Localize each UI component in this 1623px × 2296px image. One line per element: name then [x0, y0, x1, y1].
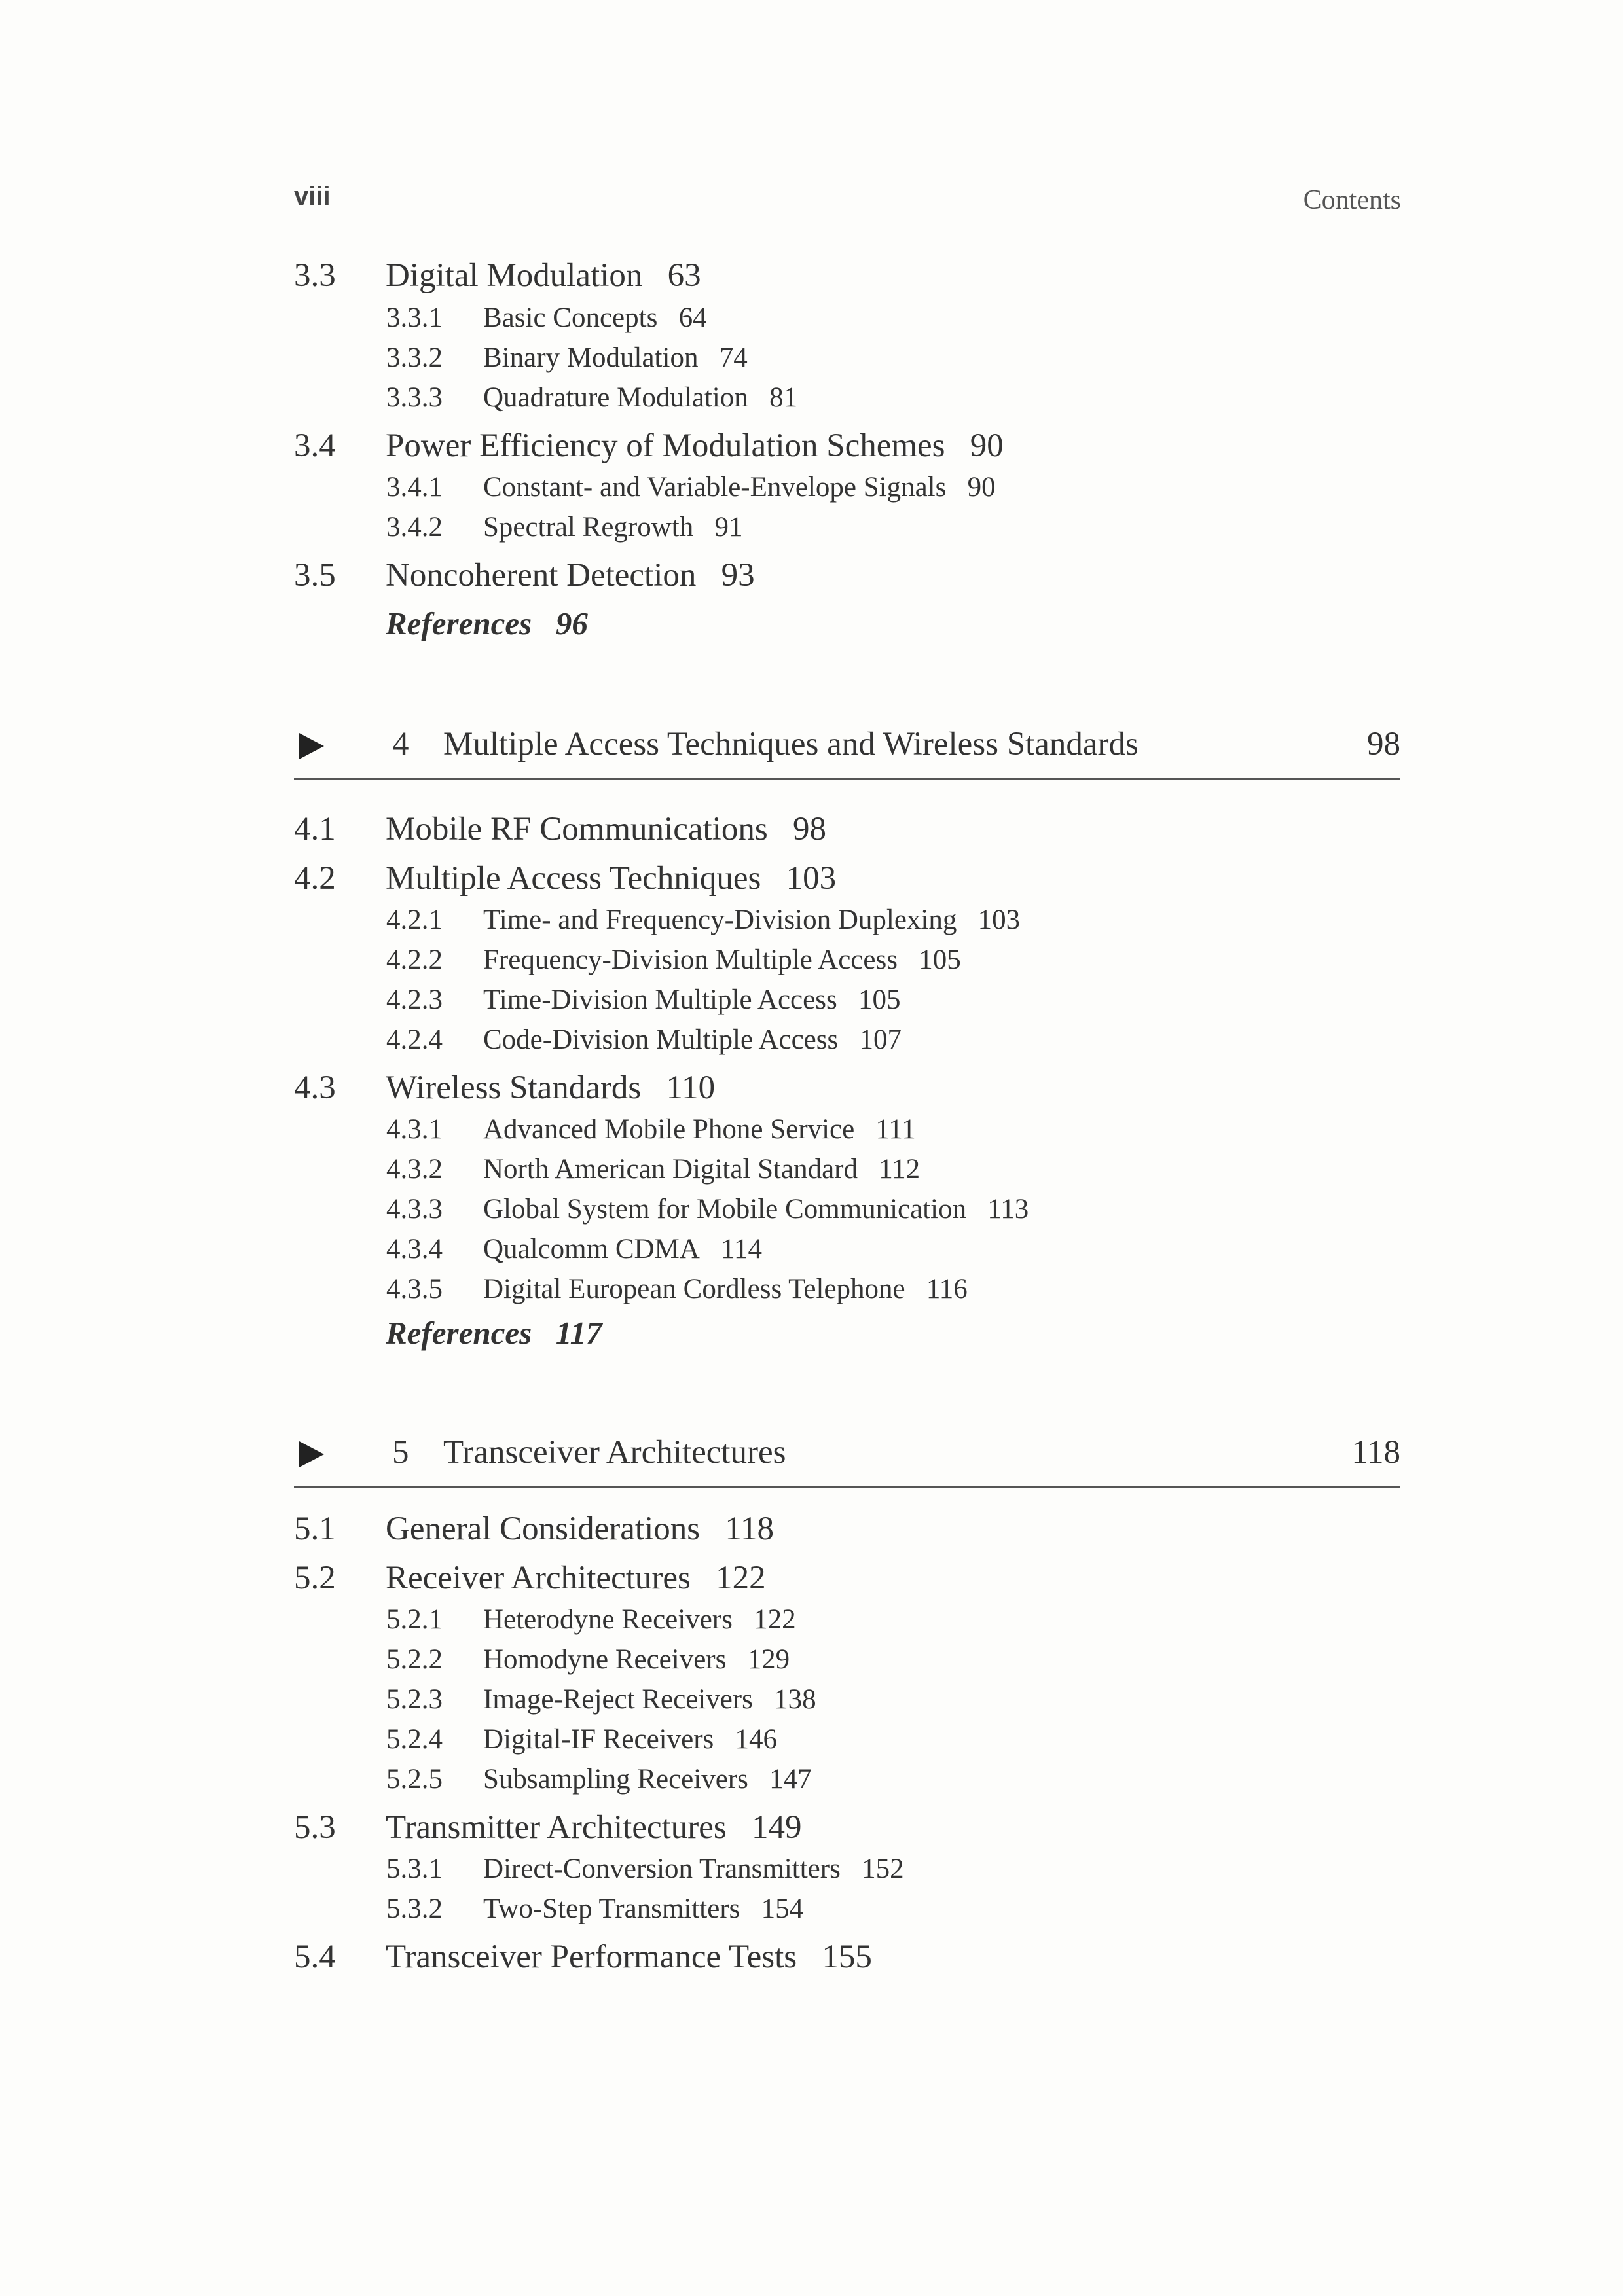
subsection-page: 152	[862, 1854, 904, 1884]
subsection-title: Constant- and Variable-Envelope Signals	[483, 472, 947, 503]
subsection-title: Direct-Conversion Transmitters	[483, 1854, 841, 1884]
section-number: 3.3	[294, 257, 336, 294]
section-number: 5.4	[294, 1939, 336, 1975]
section-number: 5.2	[294, 1560, 336, 1596]
subsection-number: 5.2.2	[386, 1644, 443, 1675]
subsection-number: 5.2.3	[386, 1684, 443, 1715]
section-page: 98	[792, 811, 826, 848]
subsection-title: Basic Concepts	[483, 302, 658, 333]
section-page: 93	[721, 557, 755, 594]
references-page: 117	[555, 1315, 602, 1351]
subsection-page: 90	[967, 472, 996, 503]
subsection-page: 74	[719, 342, 748, 373]
section-title: Power Efficiency of Modulation Schemes	[386, 427, 945, 464]
subsection-number: 4.3.2	[386, 1154, 443, 1185]
subsection-number: 3.4.1	[386, 472, 443, 503]
section-title: Noncoherent Detection	[386, 557, 697, 594]
subsection-number: 5.3.1	[386, 1854, 443, 1884]
subsection-title: North American Digital Standard	[483, 1154, 858, 1185]
section-number: 3.5	[294, 557, 336, 594]
subsection-title: Qualcomm CDMA	[483, 1234, 700, 1265]
subsection-title: Image-Reject Receivers	[483, 1684, 753, 1715]
subsection-page: 112	[879, 1154, 921, 1185]
section-number: 4.3	[294, 1069, 336, 1106]
section-title: Transceiver Performance Tests	[386, 1939, 797, 1975]
subsection-page: 146	[735, 1724, 778, 1755]
section-page: 90	[970, 427, 1004, 464]
subsection-title: Code-Division Multiple Access	[483, 1024, 839, 1055]
subsection-title: Global System for Mobile Communication	[483, 1194, 967, 1225]
subsection-title: Heterodyne Receivers	[483, 1604, 733, 1635]
page-number: viii	[294, 182, 331, 211]
section-number: 5.1	[294, 1511, 336, 1547]
references-title: References	[386, 605, 532, 641]
section-number: 4.1	[294, 811, 336, 848]
subsection-title: Digital European Cordless Telephone	[483, 1274, 905, 1304]
section-page: 110	[666, 1069, 716, 1106]
subsection-title: Spectral Regrowth	[483, 512, 694, 543]
references-title: References	[386, 1315, 532, 1351]
subsection-page: 116	[926, 1274, 968, 1304]
chapter-heading[interactable]	[294, 1433, 1400, 1488]
chapter-page: 118	[1351, 1434, 1400, 1471]
references-page: 96	[555, 605, 588, 641]
chapter-number: 5	[392, 1434, 409, 1471]
subsection-number: 4.3.3	[386, 1194, 443, 1225]
subsection-page: 138	[774, 1684, 816, 1715]
subsection-page: 154	[761, 1893, 804, 1924]
subsection-number: 4.3.5	[386, 1274, 443, 1304]
subsection-number: 5.3.2	[386, 1893, 443, 1924]
section-number: 5.3	[294, 1809, 336, 1846]
subsection-page: 64	[678, 302, 707, 333]
subsection-page: 103	[977, 905, 1021, 935]
subsection-number: 5.2.4	[386, 1724, 443, 1755]
subsection-number: 3.3.3	[386, 382, 443, 413]
subsection-number: 4.2.4	[386, 1024, 443, 1055]
section-page: 103	[786, 860, 837, 897]
subsection-page: 91	[714, 512, 743, 543]
section-number: 3.4	[294, 427, 336, 464]
subsection-title: Two-Step Transmitters	[483, 1893, 740, 1924]
subsection-number: 4.3.1	[386, 1114, 443, 1145]
section-title: Digital Modulation	[386, 257, 643, 294]
section-number: 4.2	[294, 860, 336, 897]
toc-references[interactable]	[386, 605, 588, 642]
subsection-number: 5.2.1	[386, 1604, 443, 1635]
subsection-number: 4.2.3	[386, 984, 443, 1015]
subsection-number: 3.4.2	[386, 512, 443, 543]
subsection-title: Subsampling Receivers	[483, 1764, 748, 1795]
section-page: 122	[716, 1560, 766, 1596]
subsection-page: 147	[769, 1764, 812, 1795]
toc-references[interactable]	[386, 1314, 602, 1352]
subsection-number: 3.3.2	[386, 342, 443, 373]
chapter-page: 98	[1367, 726, 1400, 762]
section-title: Mobile RF Communications	[386, 811, 768, 848]
subsection-title: Time-Division Multiple Access	[483, 984, 837, 1015]
section-page: 155	[822, 1939, 872, 1975]
chapter-arrow-icon	[299, 733, 324, 759]
subsection-page: 81	[769, 382, 798, 413]
subsection-page: 113	[987, 1194, 1029, 1225]
subsection-page: 111	[875, 1114, 916, 1145]
subsection-page: 105	[858, 984, 901, 1015]
subsection-number: 4.2.1	[386, 905, 443, 935]
section-title: Transmitter Architectures	[386, 1809, 727, 1846]
subsection-title: Quadrature Modulation	[483, 382, 748, 413]
subsection-page: 114	[721, 1234, 762, 1265]
subsection-title: Frequency-Division Multiple Access	[483, 944, 898, 975]
subsection-title: Advanced Mobile Phone Service	[483, 1114, 855, 1145]
subsection-title: Homodyne Receivers	[483, 1644, 727, 1675]
subsection-number: 4.3.4	[386, 1234, 443, 1265]
subsection-page: 105	[919, 944, 961, 975]
subsection-page: 122	[754, 1604, 796, 1635]
chapter-title: Multiple Access Techniques and Wireless Standards	[443, 726, 1139, 762]
subsection-number: 5.2.5	[386, 1764, 443, 1795]
subsection-title: Time- and Frequency-Division Duplexing	[483, 905, 957, 935]
subsection-page: 107	[859, 1024, 902, 1055]
subsection-title: Binary Modulation	[483, 342, 699, 373]
subsection-number: 3.3.1	[386, 302, 443, 333]
subsection-number: 4.2.2	[386, 944, 443, 975]
section-page: 63	[667, 257, 701, 294]
section-page: 149	[752, 1809, 802, 1846]
section-title: Multiple Access Techniques	[386, 860, 761, 897]
chapter-heading[interactable]	[294, 725, 1400, 780]
section-title: Wireless Standards	[386, 1069, 642, 1106]
section-title: General Considerations	[386, 1511, 701, 1547]
section-title: Receiver Architectures	[386, 1560, 691, 1596]
chapter-title: Transceiver Architectures	[443, 1434, 786, 1471]
chapter-number: 4	[392, 726, 409, 762]
subsection-page: 129	[747, 1644, 790, 1675]
subsection-title: Digital-IF Receivers	[483, 1724, 714, 1755]
section-page: 118	[725, 1511, 774, 1547]
running-title: Contents	[1303, 185, 1401, 215]
chapter-arrow-icon	[299, 1441, 324, 1467]
